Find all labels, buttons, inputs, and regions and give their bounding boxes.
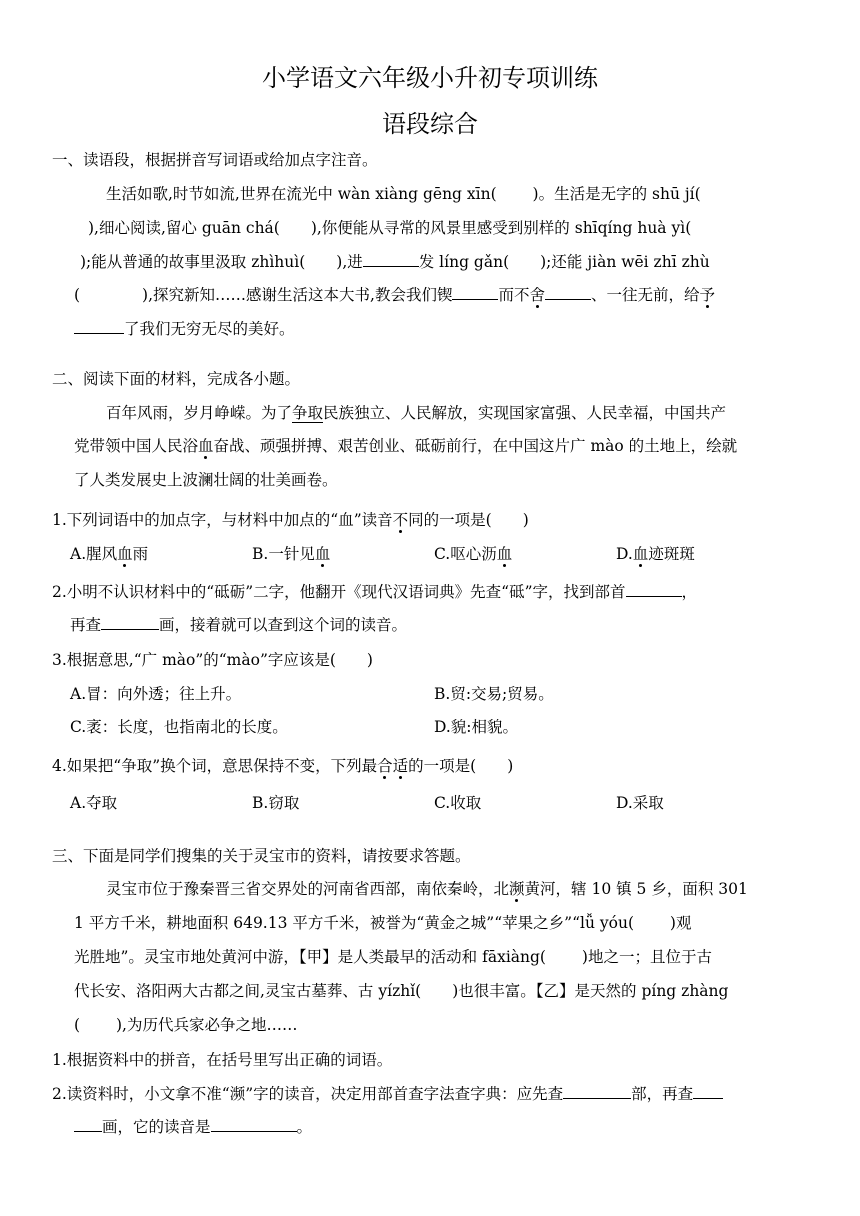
fill-blank[interactable]	[101, 614, 159, 630]
option-c[interactable]: C.袤：长度，也指南北的长度。	[70, 718, 288, 736]
s1-line-4	[74, 284, 715, 306]
dotted-char: 不	[392, 511, 409, 529]
question-text: 1.下列词语中的加点字，与材料中加点的“血”读音	[52, 511, 393, 529]
fill-blank[interactable]	[363, 251, 419, 267]
option-b[interactable]	[252, 543, 330, 565]
dotted-char: 血	[117, 545, 133, 563]
worksheet-subtitle: 语段综合	[382, 110, 478, 138]
dotted-char: 血	[496, 545, 513, 563]
section-1-heading: 一、读语段，根据拼音写词语或给加点字注音。	[52, 151, 378, 169]
dotted-char: 舍	[529, 286, 545, 304]
s3-para-line-1	[106, 878, 748, 900]
section-3-heading: 三、下面是同学们搜集的关于灵宝市的资料，请按要求答题。	[52, 847, 471, 865]
question-text: 。	[296, 1118, 313, 1136]
question-text: ，	[681, 583, 698, 601]
dotted-char: 濒	[509, 880, 525, 898]
s3-para-line-5: ( ),为历代兵家必争之地……	[74, 1016, 298, 1034]
s2-question-4	[52, 755, 513, 777]
option-c[interactable]	[434, 543, 512, 565]
s2-para-line-2	[74, 435, 737, 457]
fill-blank[interactable]	[545, 284, 591, 300]
s2-question-1	[52, 509, 529, 531]
s2-question-2	[52, 581, 697, 603]
question-text: 4.如果把“争取”换个词，意思保持不变，下列最	[52, 757, 378, 775]
option-text: B.一针见	[252, 545, 315, 563]
fill-blank[interactable]	[74, 318, 124, 334]
option-a[interactable]: A.冒：向外透；往上升。	[70, 685, 242, 703]
s2-para-line-1	[106, 402, 726, 424]
s1-line-4-part-a: ( ),探究新知……感谢生活这本大书,教会我们锲	[74, 286, 453, 304]
option-text: 迹斑斑	[648, 545, 695, 563]
s2-para-text: 党带领中国人民浴	[74, 437, 199, 455]
s1-line-4-part-b: 而不	[498, 286, 530, 304]
option-text: D.	[616, 545, 633, 563]
dotted-char: 合	[377, 757, 393, 775]
dotted-char: 血	[632, 545, 649, 563]
section-2-heading: 二、阅读下面的材料，完成各小题。	[52, 370, 301, 388]
question-text: 画，接着就可以查到这个词的读音。	[159, 616, 408, 634]
s2-para-text: 奋战、顽强拼搏、艰苦创业、砥砺前行，在中国这片广 mào 的土地上，绘就	[213, 437, 738, 455]
s2-question-3: 3.根据意思,“广 mào”的“mào”字应该是( )	[52, 651, 373, 669]
fill-blank[interactable]	[626, 581, 682, 597]
option-a[interactable]: A.夺取	[70, 794, 118, 812]
fill-blank[interactable]	[563, 1083, 631, 1099]
option-text: C.呕心沥	[434, 545, 497, 563]
question-text: 2.读资料时，小文拿不准“濒”字的读音，决定用部首查字法查字典：应先查	[52, 1085, 564, 1103]
s1-line-3-part-b: 发 líng gǎn( );还能 jiàn wēi zhī zhù	[418, 253, 710, 271]
dotted-char: 适	[392, 757, 409, 775]
question-text: 同的一项是( )	[408, 511, 529, 529]
option-b[interactable]: B.贸:交易;贸易。	[434, 685, 554, 703]
option-d[interactable]: D.采取	[616, 794, 664, 812]
s3-para-text: 灵宝市位于豫秦晋三省交界处的河南省西部，南依秦岭，北	[106, 880, 510, 898]
s1-line-5-text: 了我们无穷无尽的美好。	[124, 320, 295, 338]
s1-line-3	[80, 251, 710, 273]
fill-blank[interactable]	[693, 1083, 723, 1099]
dotted-char: 血	[314, 545, 331, 563]
s2-para-text: 民族独立、人民解放，实现国家富强、人民幸福，中国共产	[323, 404, 727, 422]
s3-question-1: 1.根据资料中的拼音，在括号里写出正确的词语。	[52, 1051, 393, 1069]
s3-question-2-cont	[74, 1116, 312, 1138]
option-d[interactable]: D.貌:相貌。	[434, 718, 519, 736]
s3-para-line-3: 光胜地”。灵宝市地处黄河中游，【甲】是人类最早的活动和 fāxiàng( )地之一；且位于古	[74, 948, 712, 966]
question-text: 2.小明不认识材料中的“砥砺”二字，他翻开《现代汉语词典》先查“砥”字，找到部首	[52, 583, 626, 601]
s2-para-line-3: 了人类发展史上波澜壮阔的壮美画卷。	[74, 471, 338, 489]
question-text: 再查	[70, 616, 102, 634]
s3-para-line-4: 代长安、洛阳两大古都之间,灵宝古墓葬、古 yízhǐ( )也很丰富。【乙】是天然的 píng zhàng	[74, 982, 729, 1000]
s2-question-2-cont	[70, 614, 407, 636]
dotted-char: 血	[198, 437, 214, 455]
s1-line-4-part-c: 、一往无前，给	[590, 286, 700, 304]
fill-blank[interactable]	[74, 1116, 102, 1132]
s1-line-5	[74, 318, 295, 340]
option-text: 雨	[132, 545, 149, 563]
s1-line-1: 生活如歌,时节如流,世界在流光中 wàn xiàng gēng xīn( )。生活是无字的 shū jí(	[106, 185, 701, 203]
fill-blank[interactable]	[211, 1116, 297, 1132]
question-text: 画，它的读音是	[102, 1118, 211, 1136]
fill-blank[interactable]	[452, 284, 498, 300]
question-text: 部，再查	[631, 1085, 694, 1103]
s3-question-2	[52, 1083, 723, 1105]
option-b[interactable]: B.窃取	[252, 794, 300, 812]
underlined-word: 争取	[292, 404, 324, 422]
question-text: 的一项是( )	[408, 757, 514, 775]
option-c[interactable]: C.收取	[434, 794, 482, 812]
s3-para-line-2: 1 平方千米，耕地面积 649.13 平方千米，被誉为“黄金之城”“苹果之乡”“lǚ yóu( )观	[74, 914, 692, 932]
worksheet-title: 小学语文六年级小升初专项训练	[262, 64, 598, 92]
s2-para-text: 百年风雨，岁月峥嵘。为了	[106, 404, 293, 422]
option-a[interactable]	[70, 543, 148, 565]
s1-line-2: ),细心阅读,留心 guān chá( ),你便能从寻常的风景里感受到别样的 shīqíng huà yì(	[88, 219, 692, 237]
option-text: A.腥风	[70, 545, 118, 563]
s3-para-text: 黄河，辖 10 镇 5 乡，面积 301	[524, 880, 748, 898]
dotted-char: 予	[699, 286, 716, 304]
option-d[interactable]	[616, 543, 695, 565]
s1-line-3-part-a: );能从普通的故事里汲取 zhìhuì( ),进	[80, 253, 363, 271]
